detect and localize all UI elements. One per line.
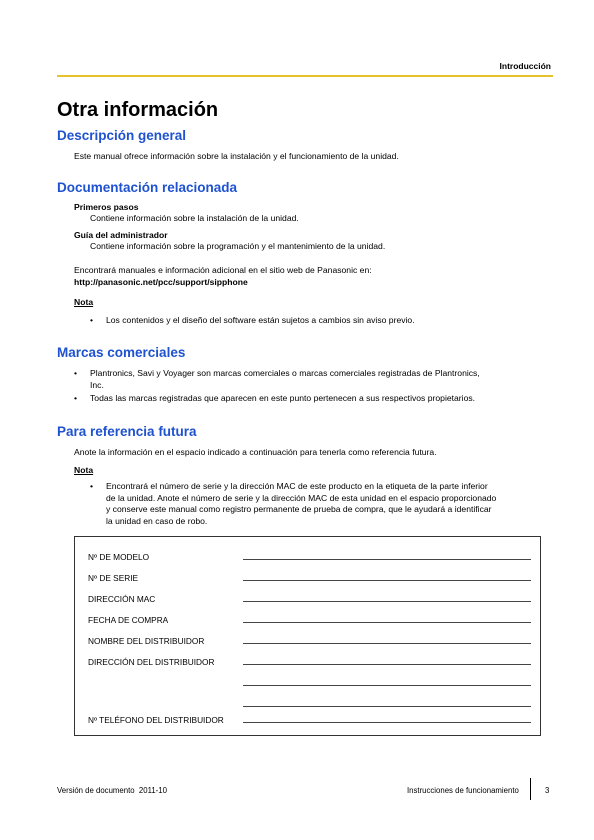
doc-term-2: Guía del administrador: [74, 230, 168, 240]
running-header: Introducción: [499, 61, 551, 71]
field-label-nombre-distribuidor: NOMBRE DEL DISTRIBUIDOR: [88, 636, 205, 646]
nota-label-2: Nota: [74, 465, 94, 475]
field-line-mac[interactable]: [243, 601, 531, 602]
web-url-link[interactable]: http://panasonic.net/pcc/support/sipphone: [74, 277, 248, 287]
nota-bullet-2-line1: Encontrará el número de serie y la dirección MAC de este producto en la etiqueta de la parte inferior: [106, 481, 488, 491]
field-label-modelo: Nº DE MODELO: [88, 552, 150, 562]
referencia-text: Anote la información en el espacio indicado a continuación para tenerla como referencia futura.: [74, 447, 437, 457]
field-line-modelo[interactable]: [243, 559, 531, 560]
marcas-bullet-1-cont: Inc.: [90, 379, 104, 390]
doc-desc-2: Contiene información sobre la programación y el mantenimiento de la unidad.: [90, 241, 386, 251]
field-label-mac: DIRECCIÓN MAC: [88, 594, 156, 604]
bullet-dot: •: [90, 315, 94, 325]
heading-referencia: Para referencia futura: [57, 424, 197, 439]
page-number: 3: [545, 786, 550, 795]
marcas-bullet-2: [74, 393, 554, 405]
header-rule: [57, 75, 553, 77]
nota-label-1: Nota: [74, 297, 94, 307]
field-line-serie[interactable]: [243, 580, 531, 581]
nota-bullet-2-line3: y conserve este manual como registro permanente de prueba de compra, que le ayudará a identificar: [106, 504, 492, 514]
field-line-direccion-distribuidor-1[interactable]: [243, 664, 531, 665]
field-line-telefono-distribuidor[interactable]: [243, 722, 531, 723]
page-title: Otra información: [57, 99, 219, 121]
nota-bullet-1: [90, 315, 550, 327]
bullet-dot: •: [74, 368, 78, 378]
doc-desc-1: Contiene información sobre la instalación de la unidad.: [90, 213, 299, 223]
nota-bullet-1-text: Los contenidos y el diseño del software están sujetos a cambios sin aviso previo.: [106, 315, 415, 325]
heading-documentacion: Documentación relacionada: [57, 180, 238, 195]
field-line-direccion-distribuidor-3[interactable]: [243, 706, 531, 707]
field-label-direccion-distribuidor: DIRECCIÓN DEL DISTRIBUIDOR: [88, 657, 215, 667]
nota-bullet-2: [90, 481, 560, 529]
descripcion-text: Este manual ofrece información sobre la instalación y el funcionamiento de la unidad.: [74, 151, 399, 161]
field-label-telefono-distribuidor: Nº TELÉFONO DEL DISTRIBUIDOR: [88, 715, 224, 725]
footer-separator: [530, 778, 531, 800]
marcas-bullet-2-text: Todas las marcas registradas que aparecen en este punto pertenecen a sus respectivos propietarios.: [90, 393, 476, 403]
field-line-nombre-distribuidor[interactable]: [243, 643, 531, 644]
field-line-direccion-distribuidor-2[interactable]: [243, 685, 531, 686]
bullet-dot: •: [74, 393, 78, 403]
marcas-bullet-1: [74, 368, 554, 392]
heading-descripcion: Descripción general: [57, 128, 187, 143]
nota-bullet-2-line4: la unidad en caso de robo.: [106, 515, 208, 526]
marcas-bullet-1-text: Plantronics, Savi y Voyager son marcas comerciales o marcas comerciales registradas de Plantronics,: [90, 368, 480, 378]
web-text: Encontrará manuales e información adicional en el sitio web de Panasonic en:: [74, 265, 372, 275]
field-label-serie: Nº DE SERIE: [88, 573, 139, 583]
field-line-fecha[interactable]: [243, 622, 531, 623]
footer-version: Versión de documento 2011-10: [57, 786, 167, 795]
field-label-fecha: FECHA DE COMPRA: [88, 615, 169, 625]
nota-bullet-2-line2: de la unidad. Anote el número de serie y la dirección MAC de esta unidad en el espacio proporcionado: [106, 492, 497, 503]
bullet-dot: •: [90, 481, 94, 491]
doc-term-1: Primeros pasos: [74, 202, 139, 212]
footer-manual-title: Instrucciones de funcionamiento: [407, 786, 519, 795]
heading-marcas: Marcas comerciales: [57, 345, 186, 360]
